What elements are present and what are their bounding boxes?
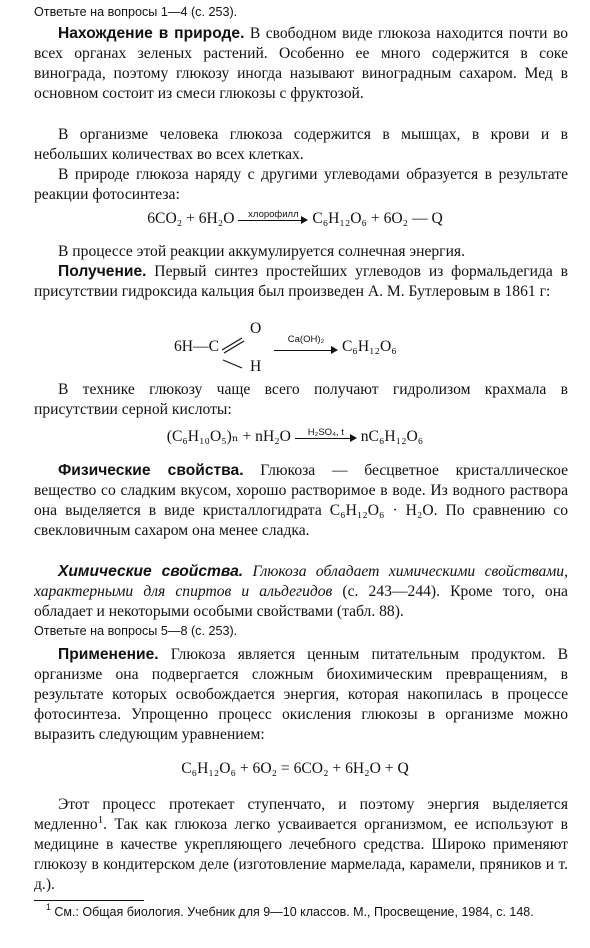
photosynthesis-text: В природе глюкоза наряду с другими углеводами образуется в результате реакции фотосинтеза:: [34, 166, 568, 203]
eq3-right: nC₆H₁₂O₆: [360, 428, 424, 445]
paragraph-process: [0, 795, 590, 895]
equation-formaldehyde: [174, 320, 414, 376]
paragraph-chemical: [0, 562, 590, 622]
paragraph-physical: [0, 461, 590, 541]
hydrolysis-text: В технике глюкозу чаще всего получают гидролизом крахмала в присутствии серной кислоты:: [34, 381, 568, 418]
production-text: Первый синтез простейших углеводов из формальдегида в присутствии гидроксида кальция был произведен А. М. Бутлеровым в 1861 г:: [34, 263, 568, 300]
equation-oxidation: [0, 758, 590, 780]
footnote-divider: [34, 900, 144, 901]
chemical-italic-text: Глюкоза обладает химическими свойствами, характерными для спиртов и альдегидов: [34, 563, 568, 600]
footnote: [34, 904, 568, 920]
footnote-ref: 1: [97, 814, 104, 826]
questions-note-2: Ответьте на вопросы 5—8 (с. 253).: [34, 624, 238, 638]
equation-photosynthesis: [0, 208, 590, 230]
paragraph-application: [0, 645, 590, 745]
reaction-arrow: [274, 334, 338, 356]
heading-application: Применение.: [58, 646, 159, 663]
eq2-oxygen: O: [250, 320, 262, 337]
eq4-text: C₆H₁₂O₆ + 6O₂ = 6CO₂ + 6H₂O + Q: [181, 760, 409, 777]
aldehyde-bonds: [220, 326, 254, 370]
occurrence-text: В свободном виде глюкоза находится почти во всех органах зеленых растений. Особенно ее много содержится в соке винограда, поэтому глюкозу иногда называют виноградным сахаром. Мед в основном состоит из смеси глюкозы с фруктозой.: [34, 25, 568, 102]
paragraph-production: [0, 262, 590, 302]
questions-note-1: Ответьте на вопросы 1—4 (с. 253).: [34, 5, 238, 19]
process-text-a: Этот процесс протекает ступенчато, и поэтому энергия выделяется медленно: [34, 796, 568, 833]
paragraph-human-body: [0, 125, 590, 165]
heading-production: Получение.: [58, 263, 147, 280]
eq1-left: 6CO₂ + 6H₂O: [147, 210, 235, 227]
physical-text: Глюкоза — бесцветное кристаллическое вещество со сладким вкусом, хорошо растворимое в воде. Из водного раствора она выделяется в виде кристаллогидрата C₆H₁₂O₆ · H₂O. По сравнению со свекловичным сахаром она менее сладка.: [34, 462, 568, 539]
equation-hydrolysis: [0, 426, 590, 448]
heading-physical: Физические свойства.: [58, 462, 244, 479]
paragraph-hydrolysis: [0, 380, 590, 420]
paragraph-occurrence: [0, 24, 590, 104]
reaction-arrow: [238, 209, 308, 226]
application-text: Глюкоза является ценным питательным продуктом. В организме она подвергается сложным биохимическим превращениям, в результате которых освобождается энергия, которая накопилась в процессе фотосинтеза. Упрощенно процесс окисления глюкозы в организме можно выразить следующим уравнением:: [34, 646, 568, 743]
heading-occurrence: Нахождение в природе.: [58, 25, 245, 42]
eq1-right: C₆H₁₂O₆ + 6O₂ — Q: [312, 210, 443, 227]
energy-text: В процессе этой реакции аккумулируется солнечная энергия.: [58, 243, 465, 260]
footnote-text: См.: Общая биология. Учебник для 9—10 классов. М., Просвещение, 1984, с. 148.: [50, 905, 534, 919]
human-body-text: В организме человека глюкоза содержится в мышцах, в крови и в небольших количествах во всех клетках.: [34, 126, 568, 163]
eq2-left: 6H—C: [174, 338, 220, 355]
heading-chemical: Химические свойства.: [58, 563, 244, 580]
eq3-condition: H₂SO₄, t: [307, 427, 344, 439]
chemical-text: (с. 243—244). Кроме того, она обладает и некоторыми особыми свойствами (табл. 88).: [34, 583, 568, 620]
eq3-left: (C₆H₁₀O₅)ₙ + nH₂O: [166, 428, 291, 445]
eq2-right: C₆H₁₂O₆: [342, 338, 397, 355]
eq1-condition: хлорофилл: [248, 209, 299, 221]
paragraph-photosynthesis: [0, 165, 590, 205]
footnote-marker: 1: [46, 902, 51, 912]
eq2-condition: Ca(OH)₂: [287, 334, 325, 345]
eq2-hydrogen: H: [250, 358, 262, 375]
paragraph-energy: [0, 242, 590, 262]
reaction-arrow: [295, 427, 357, 444]
process-text-b: . Так как глюкоза легко усваивается организмом, ее используют в медицине в качестве укрепляющего лечебного средства. Широко применяют глюкозу в кондитерском деле (изготовление мармелада, карамели, пряников и т. д.).: [34, 816, 568, 893]
